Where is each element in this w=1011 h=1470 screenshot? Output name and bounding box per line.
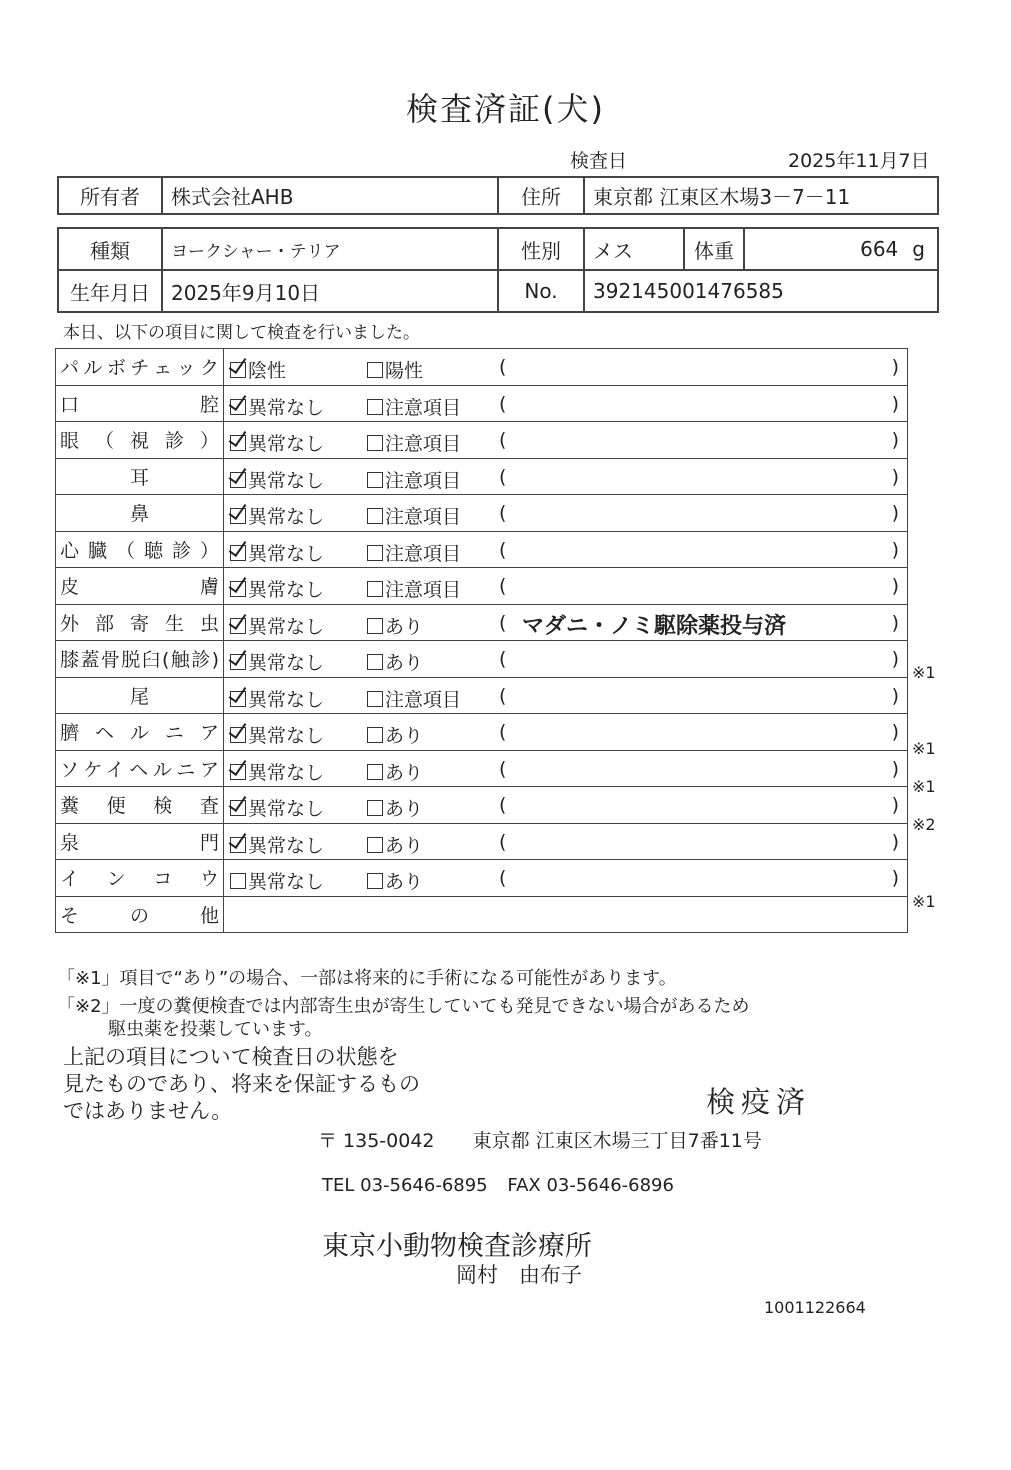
option-abnormal[interactable] [367, 794, 423, 821]
paren-close: ) [891, 830, 899, 853]
option-normal[interactable] [230, 539, 324, 566]
option-normal[interactable] [230, 466, 324, 493]
checklist-row [56, 641, 908, 678]
footnote-mark: ※1 [912, 777, 936, 797]
checkbox-icon[interactable] [367, 581, 383, 597]
checkbox-icon[interactable] [367, 399, 383, 415]
page-title: 検査済証(犬) [406, 90, 605, 128]
item-name: 泉門 [56, 823, 224, 860]
checkbox-icon[interactable] [230, 545, 246, 561]
item-result [224, 823, 908, 860]
vet-name: 岡村 由布子 [456, 1263, 582, 1287]
option-label: あり [385, 615, 424, 638]
option-normal[interactable] [230, 612, 324, 639]
footnote-mark: ※1 [912, 739, 936, 758]
paren-open: ( [499, 392, 507, 415]
item-name: 糞便検査 [56, 787, 224, 824]
paren-open: ( [499, 794, 507, 816]
item-name: 心臓（聴診） [56, 531, 224, 568]
checklist-row [56, 860, 908, 897]
option-abnormal[interactable] [367, 502, 461, 529]
checklist-row [56, 714, 908, 751]
option-normal[interactable] [230, 502, 324, 529]
option-label: 異常なし [248, 579, 325, 601]
option-abnormal[interactable] [367, 867, 423, 894]
option-label: あり [385, 652, 424, 674]
item-name: 耳 [56, 458, 224, 495]
option-abnormal[interactable] [367, 721, 423, 748]
street-address: 東京都 江東区木場三丁目7番11号 [472, 1130, 762, 1152]
no-value: 392145001476585 [584, 270, 938, 312]
option-label: あり [385, 798, 424, 820]
option-abnormal[interactable] [367, 685, 461, 712]
option-abnormal[interactable] [367, 612, 423, 639]
checklist-row [56, 787, 908, 824]
checklist-row [56, 495, 908, 532]
pet-table [57, 227, 939, 313]
item-result [224, 604, 908, 641]
option-label: 異常なし [248, 725, 325, 747]
option-label: 異常なし [248, 506, 325, 528]
sex-value: メス [584, 228, 684, 270]
option-label: 異常なし [248, 834, 325, 857]
option-normal[interactable] [230, 758, 324, 785]
option-label: 異常なし [248, 652, 325, 674]
item-name: 鼻 [56, 495, 224, 532]
checkbox-icon[interactable] [367, 618, 383, 634]
option-label: 異常なし [248, 688, 325, 711]
note-2-line-2: 駆虫薬を投薬しています。 [108, 1019, 323, 1040]
paren-open: ( [499, 648, 507, 670]
option-label: あり [385, 871, 424, 893]
item-name: 皮膚 [56, 568, 224, 605]
option-normal[interactable] [230, 356, 286, 383]
footnote-mark: ※2 [912, 815, 936, 835]
option-abnormal[interactable] [367, 758, 423, 785]
checkbox-icon[interactable] [230, 727, 246, 743]
checkbox-icon[interactable] [230, 472, 246, 488]
address-value: 東京都 江東区木場3－7－11 [584, 177, 938, 214]
tel-number: TEL 03-5646-6895 [322, 1175, 488, 1196]
other-value [224, 896, 908, 933]
disclaimer-line: 見たものであり、将来を保証するもの [63, 1072, 420, 1096]
note-1: 「※1」項目で“あり”の場合、一部は将来的に手術になる可能性があります。 [57, 968, 677, 989]
option-label: 注意項目 [385, 542, 462, 565]
checkbox-icon[interactable] [230, 362, 246, 378]
weight-value: 664 [860, 237, 899, 261]
checkbox-icon[interactable] [367, 472, 383, 488]
option-abnormal[interactable] [367, 466, 461, 493]
item-name: ソケイヘルニア [56, 750, 224, 787]
paren-open: ( [499, 830, 507, 853]
checkbox-icon[interactable] [230, 691, 246, 707]
sex-label: 性別 [498, 228, 584, 270]
paren-close: ) [891, 611, 899, 634]
option-label: 注意項目 [385, 396, 462, 419]
item-result [224, 860, 908, 897]
checkbox-icon[interactable] [230, 508, 246, 524]
item-result [224, 677, 908, 714]
checklist-row-other [56, 896, 908, 933]
checklist-row [56, 422, 908, 459]
option-normal[interactable] [230, 721, 324, 748]
option-abnormal[interactable] [367, 648, 423, 675]
item-result [224, 750, 908, 787]
item-result [224, 568, 908, 605]
item-name: インコウ [56, 860, 224, 897]
birth-label: 生年月日 [58, 270, 162, 312]
option-normal[interactable] [230, 867, 324, 894]
option-abnormal[interactable] [367, 539, 461, 566]
option-label: 注意項目 [385, 433, 462, 455]
paren-open: ( [499, 575, 507, 597]
owner-label: 所有者 [58, 177, 162, 214]
option-abnormal[interactable] [367, 356, 423, 383]
clinic-name: 東京小動物検査診療所 [322, 1231, 592, 1262]
option-label: 異常なし [248, 798, 325, 820]
checkbox-icon[interactable] [367, 545, 383, 561]
option-label: 異常なし [248, 433, 325, 455]
option-label: あり [385, 834, 424, 857]
option-label: 注意項目 [385, 469, 462, 492]
item-result [224, 458, 908, 495]
paren-close: ) [891, 648, 899, 670]
paren-close: ) [891, 867, 899, 889]
footnote-mark: ※1 [912, 891, 936, 911]
disclaimer [63, 1044, 420, 1125]
option-normal[interactable] [230, 429, 324, 456]
checkbox-icon[interactable] [367, 362, 383, 378]
item-name: 外部寄生虫 [56, 604, 224, 641]
option-label: 陽性 [385, 360, 424, 382]
paren-open: ( [499, 538, 507, 561]
option-label: 注意項目 [385, 688, 462, 711]
checkbox-icon[interactable] [230, 618, 246, 634]
checkbox-icon[interactable] [230, 399, 246, 415]
checkbox-icon[interactable] [367, 691, 383, 707]
paren-open: ( [499, 721, 507, 743]
clinic-address [318, 1126, 762, 1153]
owner-value: 株式会社AHB [162, 177, 498, 214]
checkbox-icon[interactable] [230, 435, 246, 451]
paren-close: ) [891, 465, 899, 488]
option-label: 陰性 [248, 360, 287, 382]
option-abnormal[interactable] [367, 393, 461, 420]
checkbox-icon[interactable] [230, 764, 246, 780]
item-result [224, 422, 908, 459]
paren-open: ( [499, 465, 507, 488]
checkbox-icon[interactable] [367, 837, 383, 853]
item-comment: マダニ・ノミ駆除薬投与済 [522, 613, 787, 639]
item-result [224, 714, 908, 751]
checklist-row [56, 823, 908, 860]
paren-close: ) [891, 757, 899, 780]
option-normal[interactable] [230, 794, 324, 821]
checkbox-icon[interactable] [367, 873, 383, 889]
checklist-row [56, 531, 908, 568]
option-label: 異常なし [248, 542, 325, 565]
paren-close: ) [891, 356, 899, 378]
item-result [224, 531, 908, 568]
checklist-row [56, 604, 908, 641]
paren-close: ) [891, 429, 899, 451]
paren-close: ) [891, 684, 899, 707]
item-result [224, 385, 908, 422]
checkbox-icon[interactable] [367, 508, 383, 524]
option-label: 注意項目 [385, 506, 462, 528]
option-normal[interactable] [230, 685, 324, 712]
note-2-line-1: 「※2」一度の糞便検査では内部寄生虫が寄生していても発見できない場合があるため [57, 996, 750, 1017]
birth-value: 2025年9月10日 [162, 270, 498, 312]
paren-open: ( [499, 429, 507, 451]
checklist-row [56, 750, 908, 787]
disclaimer-line: 上記の項目について検査日の状態を [63, 1045, 399, 1069]
checkbox-icon[interactable] [230, 800, 246, 816]
option-normal[interactable] [230, 575, 324, 602]
option-label: 異常なし [248, 761, 325, 784]
checkbox-icon[interactable] [230, 873, 246, 889]
item-name: 眼（視診） [56, 422, 224, 459]
address-label: 住所 [498, 177, 584, 214]
option-abnormal[interactable] [367, 575, 461, 602]
footnote-mark: ※1 [912, 662, 936, 682]
checkbox-icon[interactable] [230, 837, 246, 853]
weight-label: 体重 [684, 228, 744, 270]
paren-close: ) [891, 502, 899, 524]
weight-cell [744, 228, 938, 270]
contact-line [322, 1175, 674, 1196]
paren-close: ) [891, 538, 899, 561]
checkbox-icon[interactable] [367, 435, 383, 451]
checkbox-icon[interactable] [230, 581, 246, 597]
item-result [224, 641, 908, 678]
paren-close: ) [891, 794, 899, 816]
option-label: あり [385, 761, 424, 784]
weight-unit: g [912, 237, 925, 261]
item-name: 口腔 [56, 385, 224, 422]
paren-open: ( [499, 611, 507, 634]
paren-open: ( [499, 684, 507, 707]
checkbox-icon[interactable] [230, 654, 246, 670]
option-normal[interactable] [230, 831, 324, 858]
option-label: 異常なし [248, 871, 325, 893]
checklist-row [56, 568, 908, 605]
checkbox-icon[interactable] [367, 654, 383, 670]
checkbox-icon[interactable] [367, 727, 383, 743]
other-label: その他 [56, 896, 224, 933]
breed-label: 種類 [58, 228, 162, 270]
paren-close: ) [891, 392, 899, 415]
disclaimer-line: ではありません。 [63, 1099, 233, 1123]
option-normal[interactable] [230, 393, 324, 420]
checkbox-icon[interactable] [367, 800, 383, 816]
checklist-row [56, 385, 908, 422]
paren-open: ( [499, 356, 507, 378]
exam-date-value: 2025年11月7日 [788, 150, 930, 172]
postal-code: 〒 135-0042 [318, 1130, 435, 1152]
option-label: 注意項目 [385, 579, 462, 601]
owner-table [57, 176, 939, 215]
option-label: 異常なし [248, 615, 325, 638]
item-name: 臍ヘルニア [56, 714, 224, 751]
checklist-table [55, 348, 908, 933]
option-abnormal[interactable] [367, 429, 461, 456]
item-result [224, 787, 908, 824]
paren-open: ( [499, 502, 507, 524]
quarantine-stamp: 検疫済 [706, 1085, 812, 1119]
item-name: 膝蓋骨脱臼(触診) [56, 641, 224, 678]
checkbox-icon[interactable] [367, 764, 383, 780]
breed-value: ヨークシャー・テリア [162, 228, 498, 270]
document-number: 1001122664 [764, 1298, 866, 1317]
paren-open: ( [499, 757, 507, 780]
no-label: No. [498, 270, 584, 312]
item-name: パルボチェック [56, 349, 224, 386]
checklist-row [56, 349, 908, 386]
paren-close: ) [891, 721, 899, 743]
option-label: あり [385, 725, 424, 747]
checklist-row [56, 677, 908, 714]
option-label: 異常なし [248, 396, 325, 419]
paren-open: ( [499, 867, 507, 889]
option-abnormal[interactable] [367, 831, 423, 858]
item-result [224, 495, 908, 532]
checklist-row [56, 458, 908, 495]
option-label: 異常なし [248, 469, 325, 492]
option-normal[interactable] [230, 648, 324, 675]
fax-number: FAX 03-5646-6896 [507, 1175, 674, 1196]
paren-close: ) [891, 575, 899, 597]
notice-text: 本日、以下の項目に関して検査を行いました。 [63, 323, 420, 343]
item-name: 尾 [56, 677, 224, 714]
item-result [224, 349, 908, 386]
exam-date-label: 検査日 [570, 150, 628, 172]
